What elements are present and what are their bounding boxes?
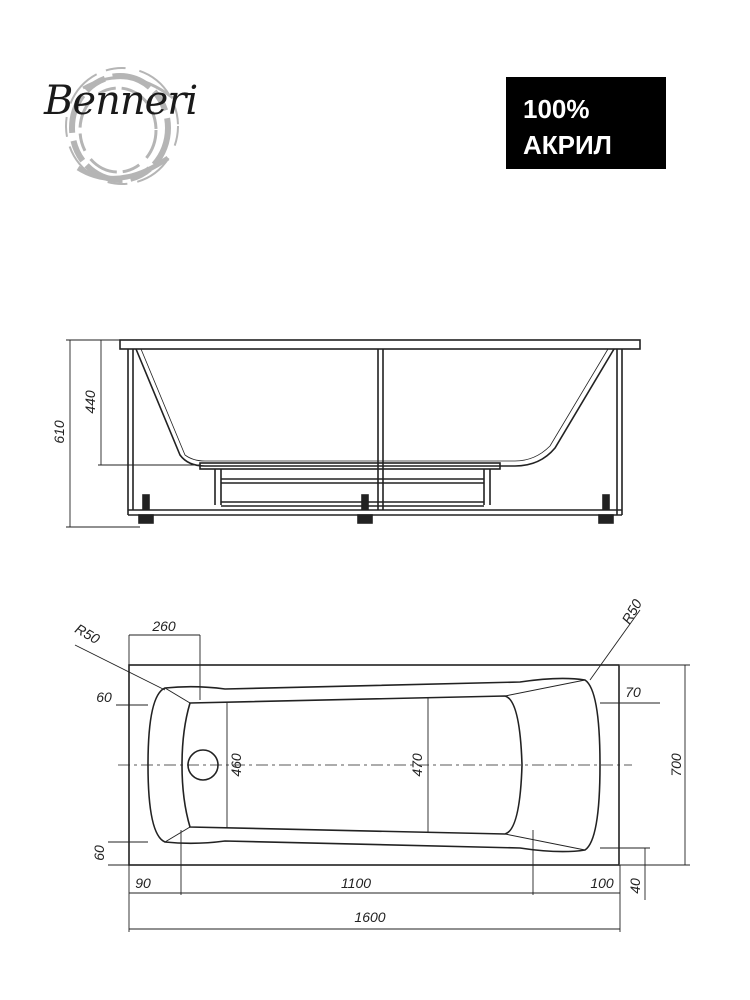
tub-rim [120,340,640,349]
dim-head-offset: 260 [152,618,176,634]
dim-left-rim: 60 [96,689,112,705]
dim-inner-width-left: 460 [228,753,244,777]
support-frame [128,349,622,515]
dim-outer-width: 700 [668,753,684,777]
badge-material: АКРИЛ [523,130,612,160]
dim-bowl-depth: 440 [82,390,98,414]
dim-bottom-length: 1100 [340,875,372,891]
dim-right-margin-bottom: 100 [590,875,614,891]
side-view [66,340,640,527]
dim-inner-width-mid: 470 [409,753,425,777]
dim-outer-length: 1600 [354,909,386,925]
dim-left-margin-bottom: 90 [135,875,151,891]
dim-right-rim-top: 70 [625,684,641,700]
dim-right-edge: 40 [627,878,643,894]
tub-bowl [136,349,614,466]
dim-radius-left: R50 [72,620,103,648]
brand-name: Benneri [44,78,198,124]
dim-bottom-rim-left: 60 [91,845,107,861]
dim-total-height: 610 [51,420,67,444]
adjustable-feet [139,495,613,523]
badge-percent: 100% [523,94,590,124]
dim-radius-right: R50 [618,596,646,627]
